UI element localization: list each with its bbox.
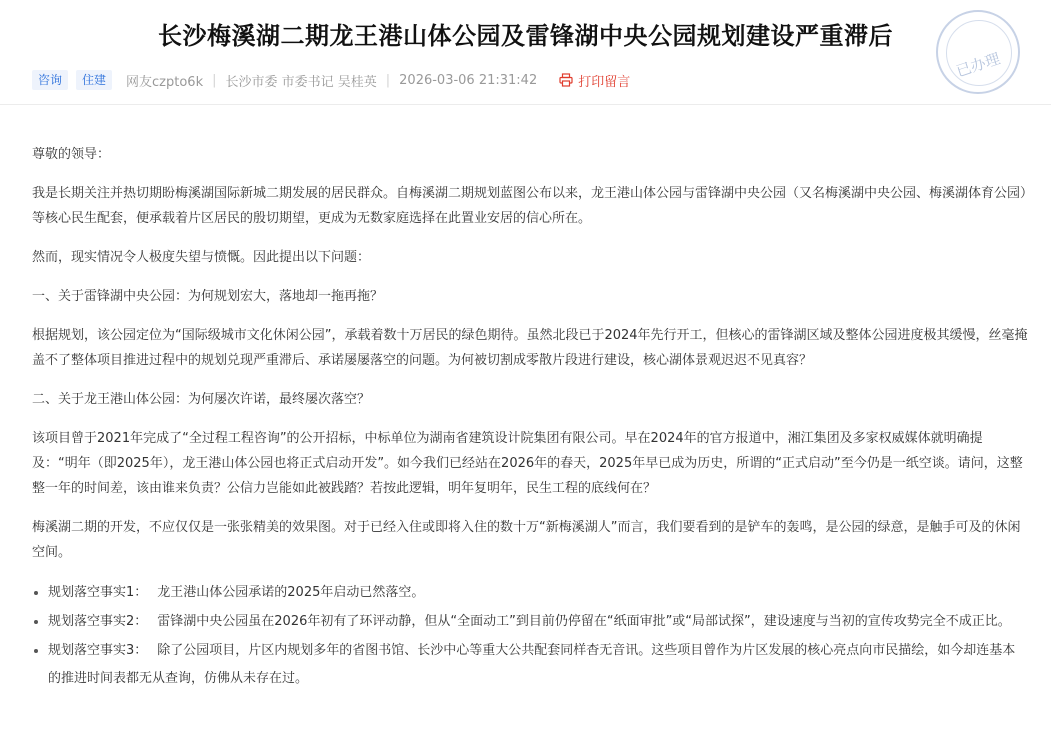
page-title: 长沙梅溪湖二期龙王港山体公园及雷锋湖中央公园规划建设严重滞后 (158, 21, 893, 50)
post-datetime: 2026-03-06 21:31:42 (399, 72, 538, 88)
message-body (32, 142, 1028, 694)
list-item (48, 608, 1028, 636)
meta-separator: | (385, 72, 391, 88)
fact-text: 除了公园项目，片区内规划多年的省图书馆、长沙中心等重大公共配套同样杳无音讯。这些项目曾作为片区发展的核心亮点向市民描绘，如今却连基本的推进时间表都无从查询，仿佛从未存在过。 (48, 643, 1016, 686)
paragraph: 该项目曾于2021年完成了“全过程工程咨询”的公开招标，中标单位为湖南省建筑设计院集团有限公司。早在2024年的官方报道中，湘江集团及多家权威媒体就明确提及：“明年（即2025年），龙王港山体公园也将正式启动开发”。如今我们已经站在2026年的春天，2025年早已成为历史，所谓的“正式启动”至今仍是一纸空谈。请问，这整整一年的时间差，该由谁来负责？公信力岂能如此被践踏？若按此逻辑，明年复明年，民生工程的底线何在？ (32, 431, 1023, 496)
tag-consult[interactable]: 咨询 (32, 70, 68, 90)
paragraph: 根据规划，该公园定位为“国际级城市文化休闲公园”，承载着数十万居民的绿色期待。虽然北段已于2024年先行开工，但核心的雷锋湖区域及整体公园进度极其缓慢，丝毫掩盖不了整体项目推进过程中的规划兑现严重滞后、承诺屡屡落空的问题。为何被切割成零散片段进行建设，核心湖体景观迟迟不见真容？ (32, 328, 1028, 368)
print-label: 打印留言 (578, 74, 631, 90)
status-stamp (936, 10, 1020, 94)
printer-icon (559, 73, 573, 87)
author-name: 网友czpto6k (126, 74, 204, 90)
message-target: 长沙市委 市委书记 吴桂英 (225, 74, 377, 90)
fact-text: 雷锋湖中央公园虽在2026年初有了环评动静，但从“全面动工”到目前仍停留在“纸面审批”或“局部试探”，建设速度与当初的宣传攻势完全不成正比。 (157, 614, 1011, 629)
header-divider (0, 104, 1051, 105)
fact-label: 规划落空事实1： (48, 585, 148, 600)
list-item (48, 579, 1028, 607)
print-message-button[interactable] (559, 71, 630, 90)
paragraph: 我是长期关注并热切期盼梅溪湖国际新城二期发展的居民群众。自梅溪湖二期规划蓝图公布以来，龙王港山体公园与雷锋湖中央公园（又名梅溪湖中央公园、梅溪湖体育公园）等核心民生配套，便承载着片区居民的殷切期望，更成为无数家庭选择在此置业安居的信心所在。 (32, 186, 1027, 226)
meta-bar (32, 70, 630, 90)
paragraph: 梅溪湖二期的开发，不应仅仅是一张张精美的效果图。对于已经入住或即将入住的数十万“新梅溪湖人”而言，我们要看到的是铲车的轰鸣，是公园的绿意，是触手可及的休闲空间。 (32, 520, 1021, 560)
tag-housing[interactable]: 住建 (76, 70, 112, 90)
facts-list (32, 579, 1028, 693)
fact-label: 规划落空事实2： (48, 614, 148, 629)
meta-separator: | (212, 72, 217, 88)
greeting: 尊敬的领导： (32, 147, 111, 162)
fact-label: 规划落空事实3： (48, 643, 148, 658)
stamp-text: 已办理 (953, 49, 1003, 81)
fact-text: 龙王港山体公园承诺的2025年启动已然落空。 (157, 585, 425, 600)
section-heading: 二、关于龙王港山体公园：为何屡次许诺，最终屡次落空？ (32, 392, 371, 407)
list-item (48, 637, 1028, 693)
paragraph: 然而，现实情况令人极度失望与愤慨。因此提出以下问题： (32, 250, 371, 265)
section-heading: 一、关于雷锋湖中央公园：为何规划宏大，落地却一拖再拖？ (32, 289, 384, 304)
